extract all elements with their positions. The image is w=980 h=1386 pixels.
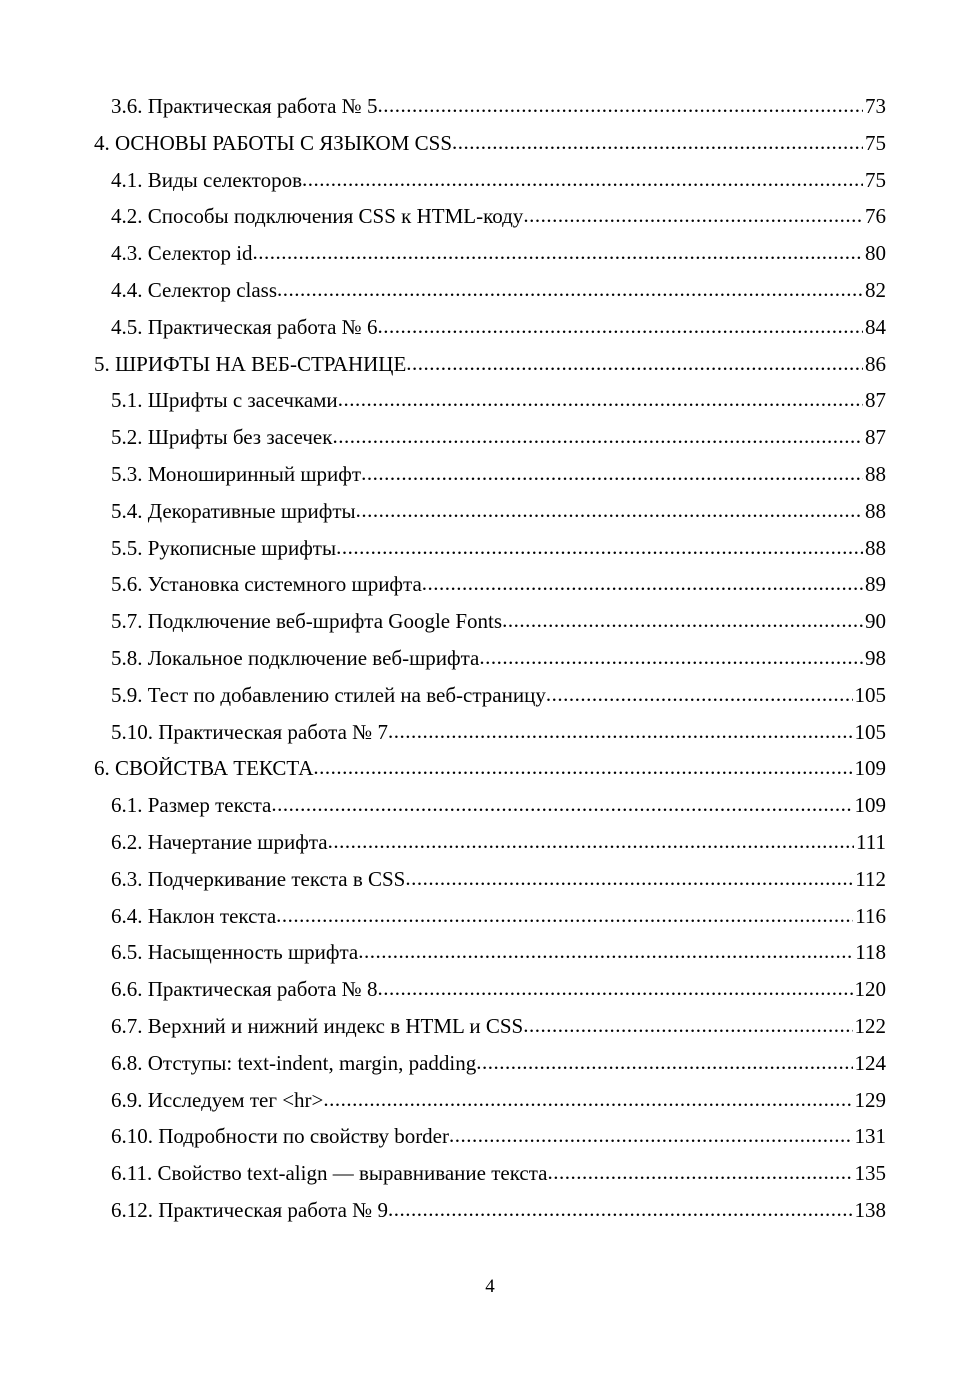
toc-dot-leader (336, 529, 863, 566)
toc-entry-page: 75 (865, 130, 886, 155)
toc-section-entry[interactable] (94, 530, 886, 567)
toc-entry-title: 5.4. Декоративные шрифты (111, 498, 356, 523)
toc-dot-leader (405, 860, 853, 897)
toc-section-entry[interactable] (94, 677, 886, 714)
toc-entry-title: 4.4. Селектор class (111, 277, 278, 302)
toc-chapter-entry[interactable] (94, 750, 886, 787)
toc-entry-page: 82 (865, 277, 886, 302)
toc-section-entry[interactable] (94, 162, 886, 199)
toc-entry-title: 5. ШРИФТЫ НА ВЕБ-СТРАНИЦЕ (94, 351, 407, 376)
toc-section-entry[interactable] (94, 382, 886, 419)
toc-entry-title: 5.10. Практическая работа № 7 (111, 719, 388, 744)
toc-entry-title: 6.3. Подчеркивание текста в CSS (111, 866, 406, 891)
toc-entry-title: 5.9. Тест по добавлению стилей на веб-страницу (111, 682, 546, 707)
toc-entry-title: 3.6. Практическая работа № 5 (111, 94, 378, 118)
toc-section-entry[interactable] (94, 1118, 886, 1155)
toc-entry-title: 4.3. Селектор id (111, 241, 253, 266)
toc-entry-title: 6.6. Практическая работа № 8 (111, 977, 378, 1002)
toc-dot-leader (377, 970, 852, 1007)
toc-dot-leader (452, 124, 863, 161)
toc-section-entry[interactable] (94, 861, 886, 898)
toc-section-entry[interactable] (94, 493, 886, 530)
toc-entry-page: 116 (855, 903, 886, 928)
toc-section-entry[interactable] (94, 898, 886, 935)
toc-entry-page: 84 (865, 314, 886, 339)
toc-entry-title: 6. СВОЙСТВА ТЕКСТА (94, 756, 314, 781)
toc-entry-page: 86 (865, 351, 886, 376)
toc-entry-title: 5.8. Локальное подключение веб-шрифта (111, 645, 480, 670)
toc-dot-leader (449, 1117, 853, 1154)
toc-entry-page: 122 (854, 1013, 886, 1038)
toc-dot-leader (479, 639, 863, 676)
toc-entry-page: 88 (865, 498, 886, 523)
toc-dot-leader (338, 381, 863, 418)
toc-dot-leader (323, 1081, 852, 1118)
toc-dot-leader (523, 197, 863, 234)
toc-dot-leader (253, 234, 863, 271)
toc-entry-title: 6.8. Отступы: text-indent, margin, padding (111, 1050, 477, 1075)
toc-entry-title: 5.6. Установка системного шрифта (111, 572, 422, 597)
toc-entry-page: 87 (865, 425, 886, 450)
toc-dot-leader (328, 823, 854, 860)
toc-dot-leader (476, 1044, 852, 1081)
toc-entry-page: 109 (854, 793, 886, 818)
toc-entry-title: 6.10. Подробности по свойству border (111, 1124, 449, 1149)
toc-entry-title: 6.9. Исследуем тег <hr> (111, 1087, 324, 1112)
toc-section-entry[interactable] (94, 566, 886, 603)
toc-dot-leader (502, 602, 863, 639)
toc-entry-title: 4. ОСНОВЫ РАБОТЫ С ЯЗЫКОМ CSS (94, 130, 452, 155)
toc-entry-title: 5.7. Подключение веб-шрифта Google Fonts (111, 609, 503, 634)
toc-dot-leader (547, 1154, 852, 1191)
toc-entry-title: 6.7. Верхний и нижний индекс в HTML и CSS (111, 1013, 524, 1038)
toc-section-entry[interactable] (94, 1045, 886, 1082)
toc-dot-leader (523, 1007, 852, 1044)
toc-entry-page: 118 (855, 940, 886, 965)
toc-section-entry[interactable] (94, 824, 886, 861)
toc-entry-page: 80 (865, 241, 886, 266)
toc-section-entry[interactable] (94, 714, 886, 751)
toc-entry-page: 76 (865, 204, 886, 229)
toc-dot-leader (377, 308, 863, 345)
toc-section-entry[interactable] (94, 971, 886, 1008)
toc-entry-page: 138 (854, 1197, 886, 1222)
toc-dot-leader (271, 786, 852, 823)
toc-entry-page: 98 (865, 645, 886, 670)
toc-entry-page: 129 (854, 1087, 886, 1112)
toc-entry-page: 73 (865, 94, 886, 118)
toc-dot-leader (406, 345, 863, 382)
toc-entry-title: 6.11. Свойство text-align — выравнивание текста (111, 1161, 548, 1186)
toc-dot-leader (546, 676, 853, 713)
toc-dot-leader (302, 161, 863, 198)
toc-entry-page: 88 (865, 461, 886, 486)
toc-entry-page: 124 (854, 1050, 886, 1075)
toc-section-entry[interactable] (94, 787, 886, 824)
toc-entry-page: 109 (854, 756, 886, 781)
toc-section-entry[interactable] (94, 1082, 886, 1119)
toc-dot-leader (422, 565, 863, 602)
toc-section-entry[interactable] (94, 198, 886, 235)
toc-section-entry[interactable] (94, 309, 886, 346)
page-number: 4 (485, 1276, 495, 1297)
toc-dot-leader (388, 1191, 853, 1228)
toc-dot-leader (356, 492, 863, 529)
toc-entry-page: 75 (865, 167, 886, 192)
toc-section-entry[interactable] (94, 1192, 886, 1229)
toc-entry-title: 4.1. Виды селекторов (111, 167, 302, 192)
toc-section-entry[interactable] (94, 456, 886, 493)
toc-entry-page: 120 (854, 977, 886, 1002)
toc-entry-page: 105 (854, 719, 886, 744)
toc-section-entry[interactable] (94, 235, 886, 272)
toc-entry-page: 131 (854, 1124, 886, 1149)
toc-entry-page: 111 (856, 829, 886, 854)
toc-section-entry[interactable] (94, 603, 886, 640)
toc-section-entry[interactable] (94, 1155, 886, 1192)
toc-section-entry[interactable] (94, 88, 886, 125)
toc-section-entry[interactable] (94, 272, 886, 309)
toc-entry-title: 5.3. Моноширинный шрифт (111, 461, 362, 486)
toc-dot-leader (388, 713, 853, 750)
toc-dot-leader (332, 418, 863, 455)
toc-chapter-entry[interactable] (94, 346, 886, 383)
toc-section-entry[interactable] (94, 419, 886, 456)
toc-entry-title: 6.5. Насыщенность шрифта (111, 940, 359, 965)
toc-entry-title: 5.5. Рукописные шрифты (111, 535, 337, 560)
toc-entry-title: 5.1. Шрифты с засечками (111, 388, 338, 413)
toc-entry-page: 88 (865, 535, 886, 560)
toc-entry-page: 90 (865, 609, 886, 634)
toc-dot-leader (377, 87, 863, 124)
toc-entry-title: 6.2. Начертание шрифта (111, 829, 328, 854)
toc-entry-page: 135 (854, 1161, 886, 1186)
toc-entry-title: 6.1. Размер текста (111, 793, 272, 818)
toc-dot-leader (361, 455, 863, 492)
toc-entry-title: 6.4. Наклон текста (111, 903, 277, 928)
toc-section-entry[interactable] (94, 640, 886, 677)
toc-dot-leader (276, 897, 853, 934)
toc-entry-page: 89 (865, 572, 886, 597)
toc-entry-title: 4.5. Практическая работа № 6 (111, 314, 378, 339)
toc-entry-title: 5.2. Шрифты без засечек (111, 425, 333, 450)
toc-entry-title: 4.2. Способы подключения CSS к HTML-коду (111, 204, 524, 229)
toc-entry-title: 6.12. Практическая работа № 9 (111, 1197, 388, 1222)
table-of-contents (94, 88, 886, 1229)
toc-chapter-entry[interactable] (94, 125, 886, 162)
toc-section-entry[interactable] (94, 1008, 886, 1045)
toc-section-entry[interactable] (94, 934, 886, 971)
toc-dot-leader (358, 933, 853, 970)
toc-entry-page: 112 (855, 866, 886, 891)
toc-dot-leader (313, 749, 852, 786)
toc-dot-leader (277, 271, 863, 308)
toc-entry-page: 87 (865, 388, 886, 413)
toc-entry-page: 105 (854, 682, 886, 707)
